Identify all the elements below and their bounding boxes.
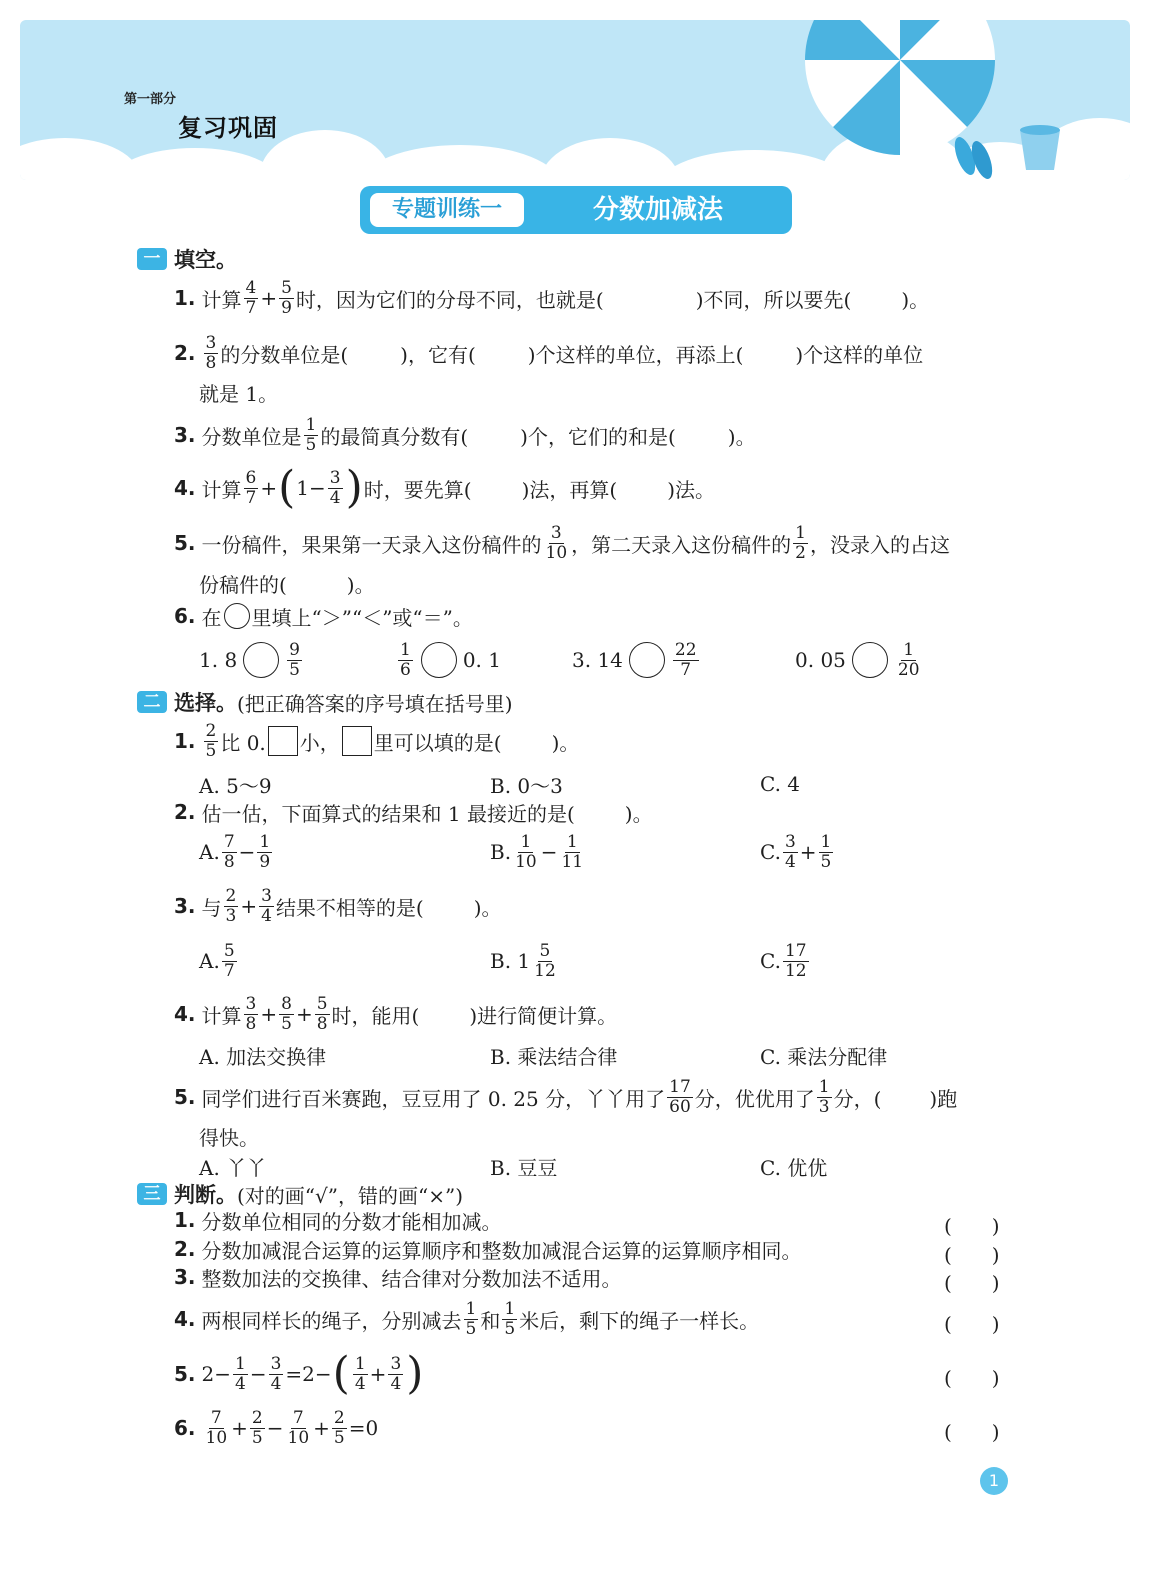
section-title: 填空。 (174, 248, 237, 272)
question-text: 里填上“＞”“＜”或“＝”。 (251, 605, 473, 630)
numerator: 5 (223, 940, 235, 961)
question-text: 计算 (201, 477, 242, 502)
numerator: 3 (784, 831, 796, 852)
operator: + (295, 1002, 313, 1026)
denominator: 4 (235, 1373, 246, 1394)
judge-answer-box[interactable]: ( ) (944, 1366, 1000, 1390)
compare-item-3 (572, 638, 701, 682)
option-label: A. (199, 840, 220, 864)
fraction (464, 1300, 479, 1339)
fraction (269, 1355, 284, 1394)
numerator: 1 (504, 1298, 516, 1319)
question-1-5 (174, 521, 950, 565)
denominator: 10 (205, 1427, 228, 1448)
fraction (244, 995, 259, 1034)
option-b[interactable]: B. 豆豆 (490, 1155, 558, 1180)
cloud (360, 145, 560, 180)
part-label: 第一部分 (124, 92, 177, 107)
header-banner (20, 20, 1130, 180)
numerator: 3 (261, 885, 272, 906)
fraction (783, 833, 798, 872)
denominator: 20 (897, 659, 920, 680)
operator: − (540, 840, 558, 864)
numerator: 1 (235, 1353, 246, 1374)
question-continuation: 得快。 (199, 1126, 259, 1150)
fraction (222, 833, 237, 872)
question-text: 的分数单位是( (220, 342, 349, 367)
question-number: 4. (174, 1307, 196, 1331)
numerator: 3 (270, 1353, 282, 1374)
cloud (110, 148, 280, 180)
option-label: B. (490, 840, 512, 864)
option-c[interactable]: C. 优优 (760, 1155, 828, 1180)
fraction (513, 833, 539, 872)
numerator: 2 (205, 720, 217, 741)
numerator: 3 (390, 1353, 402, 1374)
cloud (540, 138, 680, 180)
fraction (286, 1409, 312, 1448)
compare-left: 0. 05 (795, 648, 846, 672)
question-text: )。 (473, 895, 502, 920)
numerator: 17 (784, 940, 807, 961)
question-text: 比 0. (220, 730, 266, 755)
fraction (398, 641, 413, 680)
section-note: (把正确答案的序号填在括号里) (237, 691, 513, 716)
numerator: 4 (245, 277, 257, 298)
question-text: 两根同样长的绳子，分别减去 (201, 1308, 462, 1333)
question-text: 结果不相等的是( (275, 895, 424, 920)
question-number: 2. (174, 1237, 196, 1261)
section-badge: 三 (137, 1183, 167, 1205)
compare-left: 3. 14 (572, 648, 623, 672)
denominator: 2 (795, 542, 806, 563)
denominator: 5 (820, 851, 832, 872)
section-label: 复习巩固 (178, 114, 278, 142)
denominator: 60 (669, 1096, 691, 1117)
numerator: 1 (820, 831, 832, 852)
fraction (224, 887, 239, 926)
denominator: 8 (223, 851, 235, 872)
judge-answer-box[interactable]: ( ) (944, 1312, 1000, 1336)
option-c[interactable]: C. 4 (760, 772, 801, 796)
denominator: 6 (400, 659, 411, 680)
fraction (532, 942, 558, 981)
denominator: 11 (561, 851, 584, 872)
fraction (388, 1355, 403, 1394)
question-text: )个这样的单位，再添上( (527, 342, 744, 367)
fraction (332, 1409, 347, 1448)
numerator: 17 (669, 1076, 691, 1097)
fraction (793, 524, 808, 563)
question-text: 一份稿件，果果第一天录入这份稿件的 (201, 532, 542, 557)
section-note: (对的画“√”，错的画“×”) (237, 1183, 464, 1208)
question-number: 2. (174, 341, 196, 365)
fraction (204, 1409, 230, 1448)
topic-training-label: 专题训练一 (370, 193, 524, 227)
question-text: )跑 (929, 1086, 958, 1111)
fraction (222, 942, 237, 981)
square-box-symbol (342, 726, 372, 756)
option-b[interactable]: B. 0～3 (490, 773, 563, 798)
option-c[interactable] (760, 830, 835, 874)
topic-name: 分数加减法 (592, 195, 723, 225)
fraction (502, 1300, 517, 1339)
compare-item-4 (795, 638, 924, 682)
operator: − (266, 1416, 284, 1440)
fraction (250, 1409, 265, 1448)
numerator: 1 (400, 639, 411, 660)
option-label: B. 1 (490, 949, 531, 973)
option-a[interactable]: A. 加法交换律 (199, 1044, 327, 1069)
bucket-icon (1010, 115, 1070, 175)
question-text: 在 (201, 605, 222, 630)
numerator: 1 (465, 1298, 477, 1319)
numerator: 1 (354, 1353, 366, 1374)
question-text: 分数加减混合运算的运算顺序和整数加减混合运算的运算顺序相同。 (201, 1238, 802, 1263)
right-paren: ) (345, 462, 363, 513)
judge-answer-box[interactable]: ( ) (944, 1243, 1000, 1267)
question-number: 5. (174, 1085, 196, 1109)
numerator: 22 (674, 639, 697, 660)
question-text: 小， (299, 730, 340, 755)
fraction (204, 722, 219, 761)
question-number: 4. (174, 476, 196, 500)
section-badge: 一 (137, 248, 167, 270)
numerator: 2 (251, 1407, 263, 1428)
option-a[interactable]: A. 丫丫 (199, 1155, 267, 1180)
operator: + (313, 1416, 330, 1440)
operator: + (260, 1002, 278, 1026)
question-text: 里可以填的是( (373, 730, 502, 755)
fraction (257, 833, 272, 872)
question-number: 1. (174, 1208, 196, 1232)
question-text: )法，再算( (521, 477, 618, 502)
question-number: 2. (174, 800, 196, 824)
option-a[interactable] (199, 939, 239, 983)
numerator: 2 (333, 1407, 345, 1428)
denominator: 4 (261, 905, 272, 926)
denominator: 9 (281, 297, 292, 318)
denominator: 7 (245, 297, 257, 318)
denominator: 4 (784, 851, 796, 872)
numerator: 3 (329, 467, 341, 488)
option-c[interactable] (760, 939, 811, 983)
judge-answer-box[interactable]: ( ) (944, 1420, 1000, 1444)
question-text: ，第二天录入这份稿件的 (571, 532, 792, 557)
circle-symbol (224, 603, 250, 629)
question-number: 4. (174, 1002, 196, 1026)
compare-left: 1. 8 (199, 648, 238, 672)
numerator: 5 (316, 993, 328, 1014)
question-3-4 (174, 1297, 759, 1341)
question-text: 整数加法的交换律、结合律对分数加法不适用。 (201, 1266, 622, 1291)
fraction (315, 995, 330, 1034)
expression-text: =2− (285, 1362, 332, 1386)
numerator: 1 (259, 831, 271, 852)
operator: + (799, 840, 817, 864)
option-c[interactable]: C. 乘法分配律 (760, 1044, 888, 1069)
judge-answer-box[interactable]: ( ) (944, 1214, 1000, 1238)
question-text: 分数单位是 (201, 424, 302, 449)
compare-circle-input[interactable] (421, 642, 457, 678)
fraction (233, 1355, 248, 1394)
option-label: A. (199, 949, 220, 973)
option-b[interactable] (490, 830, 587, 874)
numerator: 3 (205, 332, 217, 353)
denominator: 5 (465, 1318, 477, 1339)
section-multiple-choice (137, 689, 513, 715)
compare-circle-input[interactable] (852, 642, 888, 678)
question-1-4 (174, 462, 715, 513)
question-text: )。 (901, 287, 930, 312)
question-text: )。 (624, 801, 653, 826)
question-text: )。 (551, 730, 580, 755)
compare-circle-input[interactable] (243, 642, 279, 678)
compare-item-2 (396, 638, 501, 682)
numerator: 3 (245, 993, 257, 1014)
fraction (559, 833, 585, 872)
question-text: 估一估，下面算式的结果和 1 最接近的是( (201, 801, 575, 826)
denominator: 3 (225, 905, 237, 926)
denominator: 9 (259, 851, 271, 872)
question-1-3 (174, 413, 756, 457)
square-box-input[interactable] (268, 726, 298, 756)
fraction (304, 416, 319, 455)
question-text: )个，它们的和是( (520, 424, 676, 449)
question-text: 时，因为它们的分母不同，也就是( (295, 287, 604, 312)
option-label: C. (760, 949, 781, 973)
operator: + (240, 894, 258, 918)
option-a[interactable]: A. 5～9 (199, 773, 272, 798)
numerator: 7 (210, 1407, 222, 1428)
question-text: )，它有( (400, 342, 476, 367)
question-text: 米后，剩下的绳子一样长。 (519, 1308, 760, 1333)
question-1-2 (174, 331, 923, 375)
operator: + (369, 1362, 387, 1386)
denominator: 5 (333, 1427, 345, 1448)
denominator: 12 (534, 960, 556, 981)
numerator: 1 (520, 831, 532, 852)
compare-item-1 (199, 638, 304, 682)
fraction (667, 1078, 693, 1117)
denominator: 5 (205, 740, 217, 761)
denominator: 10 (545, 542, 568, 563)
denominator: 4 (329, 487, 341, 508)
denominator: 4 (354, 1373, 366, 1394)
option-a[interactable] (199, 830, 274, 874)
compare-circle-input[interactable] (629, 642, 665, 678)
denominator: 5 (504, 1318, 516, 1339)
fraction (259, 887, 274, 926)
question-1-1 (174, 276, 929, 320)
numerator: 1 (305, 414, 317, 435)
numerator: 6 (245, 467, 257, 488)
expression-text: 1− (296, 476, 326, 500)
question-text: 和 (480, 1308, 501, 1333)
fraction (279, 279, 294, 318)
option-b[interactable]: B. 乘法结合律 (490, 1044, 618, 1069)
section-title: 选择。 (174, 691, 237, 715)
numerator: 7 (292, 1407, 304, 1428)
fraction (817, 1078, 832, 1117)
judge-answer-box[interactable]: ( ) (944, 1271, 1000, 1295)
denominator: 7 (680, 659, 692, 680)
denominator: 8 (205, 352, 217, 373)
question-number: 1. (174, 729, 196, 753)
denominator: 5 (305, 434, 317, 455)
question-number: 5. (174, 1362, 196, 1386)
denominator: 12 (784, 960, 807, 981)
fraction (783, 942, 809, 981)
right-paren: ) (406, 1348, 424, 1399)
operator: + (260, 476, 278, 500)
question-number: 3. (174, 423, 196, 447)
denominator: 7 (223, 960, 235, 981)
question-text: 计算 (201, 287, 242, 312)
question-number: 6. (174, 604, 196, 628)
fraction (673, 641, 699, 680)
question-text: 同学们进行百米赛跑，豆豆用了 0. 25 分，丫丫用了 (201, 1086, 666, 1111)
left-paren: ( (278, 462, 296, 513)
numerator: 3 (550, 522, 562, 543)
denominator: 5 (289, 659, 300, 680)
question-text: 分数单位相同的分数才能相加减。 (201, 1209, 502, 1234)
compare-right: 0. 1 (462, 648, 501, 672)
section-title: 判断。 (174, 1183, 237, 1207)
question-text: )。 (727, 424, 756, 449)
question-text: 时，能用( (331, 1003, 420, 1028)
numerator: 8 (281, 993, 292, 1014)
question-number: 1. (174, 286, 196, 310)
fraction (544, 524, 570, 563)
question-text: )个这样的单位 (795, 342, 924, 367)
denominator: 8 (316, 1013, 328, 1034)
question-2-4 (174, 992, 617, 1036)
question-2-2 (174, 790, 653, 834)
fraction (244, 469, 259, 508)
page-number: 1 (980, 1467, 1008, 1495)
fraction (244, 279, 259, 318)
expression-text: =0 (348, 1416, 379, 1440)
question-text: )法。 (667, 477, 715, 502)
flip-flops-icon (950, 130, 1000, 180)
fraction (328, 469, 343, 508)
numerator: 7 (223, 831, 235, 852)
question-text: 与 (201, 895, 222, 920)
question-number: 3. (174, 1265, 196, 1289)
question-2-1 (174, 719, 579, 763)
numerator: 1 (818, 1076, 830, 1097)
denominator: 4 (270, 1373, 282, 1394)
question-text: 的最简真分数有( (320, 424, 469, 449)
denominator: 10 (515, 851, 537, 872)
fraction (204, 334, 219, 373)
denominator: 8 (245, 1013, 257, 1034)
section-fill-blank (137, 246, 237, 272)
question-3-6 (174, 1406, 378, 1450)
operator: − (238, 840, 256, 864)
question-number: 5. (174, 531, 196, 555)
operator: + (260, 286, 278, 310)
denominator: 5 (251, 1427, 263, 1448)
fraction (353, 1355, 368, 1394)
numerator: 2 (225, 885, 237, 906)
section-badge: 二 (137, 691, 167, 713)
operator: + (231, 1416, 248, 1440)
fraction (287, 641, 302, 680)
numerator: 1 (903, 639, 915, 660)
question-number: 6. (174, 1416, 196, 1440)
numerator: 9 (289, 639, 300, 660)
question-2-5 (174, 1075, 957, 1119)
question-text: )不同，所以要先( (695, 287, 852, 312)
question-3-5 (174, 1348, 424, 1399)
fraction (896, 641, 922, 680)
question-text: 分，( (833, 1086, 882, 1111)
question-text: 时，要先算( (363, 477, 472, 502)
option-label: C. (760, 840, 781, 864)
question-2-3 (174, 884, 502, 928)
numerator: 1 (795, 522, 806, 543)
fraction (279, 995, 294, 1034)
left-paren: ( (332, 1348, 350, 1399)
question-text: 分，优优用了 (694, 1086, 815, 1111)
expression-text: 2− (201, 1362, 231, 1386)
numerator: 1 (566, 831, 578, 852)
numerator: 5 (539, 940, 551, 961)
denominator: 5 (281, 1013, 292, 1034)
denominator: 4 (390, 1373, 402, 1394)
fraction (819, 833, 834, 872)
question-text: 计算 (201, 1003, 242, 1028)
question-3-3 (174, 1257, 622, 1297)
question-continuation: 就是 1。 (199, 382, 279, 406)
operator: − (249, 1362, 267, 1386)
question-1-6 (174, 594, 473, 638)
question-continuation: 份稿件的( )。 (199, 573, 375, 597)
numerator: 5 (281, 277, 292, 298)
option-b[interactable] (490, 939, 560, 983)
question-text: )进行简便计算。 (469, 1003, 618, 1028)
denominator: 7 (245, 487, 257, 508)
denominator: 3 (818, 1096, 830, 1117)
question-text: ，没录入的占这 (809, 532, 950, 557)
denominator: 10 (287, 1427, 310, 1448)
question-number: 3. (174, 894, 196, 918)
